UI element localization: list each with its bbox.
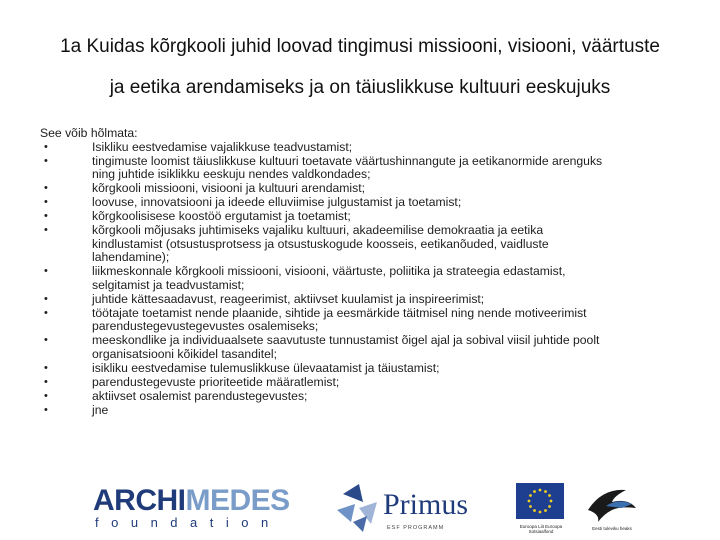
eu-star-icon: [533, 490, 536, 493]
primus-wordmark: Primus: [383, 488, 469, 521]
bullet-icon: •: [44, 334, 48, 347]
list-item-text: kõrgkooli mõjusaks juhtimiseks vajaliku kultuuri, akadeemilise demokraatia ja eetika: [92, 223, 544, 238]
list-item: [40, 210, 690, 224]
eu-star-icon: [548, 505, 551, 508]
eu-flag-icon: [515, 482, 565, 522]
eu-star-icon: [533, 509, 536, 512]
list-item: [40, 224, 690, 265]
list-item: [40, 196, 690, 210]
list-item: [40, 182, 690, 196]
bullet-icon: •: [44, 403, 48, 416]
list-item: [40, 334, 690, 361]
list-item-text: juhtide kättesaadavust, reageerimist, aktiivset kuulamist ja inspireerimist;: [92, 291, 485, 306]
eu-star-icon: [550, 500, 553, 503]
bullet-icon: •: [44, 154, 48, 167]
page-title-line-2: ja eetika arendamiseks ja on täiuslikkuse kultuuri eeskujuks: [109, 77, 611, 98]
list-item-text: organisatsiooni kõikidel tasanditel;: [92, 347, 277, 362]
list-item-text: liikmeskonnale kõrgkooli missiooni, visiooni, väärtuste, poliitika ja strateegia edastamist,: [92, 264, 566, 279]
bullet-icon: •: [44, 210, 48, 223]
bullet-icon: •: [44, 224, 48, 237]
list-item: [40, 390, 690, 404]
list-item-text: töötajate toetamist nende plaanide, sihtide ja eesmärkide täitmisel ning nende motiveerimist: [92, 305, 587, 320]
archimedes-foundation-logo: [93, 484, 293, 529]
list-item-text: loovuse, innovatsiooni ja ideede elluviimise julgustamist ja toetamist;: [92, 195, 462, 210]
eu-star-icon: [544, 490, 547, 493]
eu-star-icon: [539, 489, 542, 492]
eu-star-icon: [539, 511, 542, 514]
list-item-text: selgitamist ja teadvustamist;: [92, 277, 245, 292]
bullet-icon: •: [44, 196, 48, 209]
estonia-caption: Eesti tuleviku heaks: [592, 526, 632, 531]
list-item-text: aktiivset osalemist parendustegevustes;: [92, 388, 308, 403]
bullet-icon: •: [44, 389, 48, 402]
list-item-text: kõrgkooli missiooni, visiooni ja kultuuri arendamist;: [92, 181, 365, 196]
list-item-text: kõrgkoolisisese koostöö ergutamist ja toetamist;: [92, 209, 351, 224]
list-item-text: meeskondlike ja individuaalsete saavutuste tunnustamist õigel ajal ja sobival viisil juhtide poolt: [92, 333, 600, 348]
list-item: [40, 362, 690, 376]
list-item-text: Isikliku eestvedamise vajalikkuse teadvustamist;: [92, 139, 353, 154]
list-item-text: lahendamine);: [92, 250, 170, 265]
eu-star-icon: [548, 494, 551, 497]
bullet-icon: •: [44, 265, 48, 278]
archimedes-part-2: MEDES: [185, 484, 290, 517]
archimedes-wordmark: [93, 484, 290, 518]
archimedes-foundation-text: foundation: [95, 515, 281, 530]
eu-star-icon: [528, 500, 531, 503]
eu-flag-logo: [515, 482, 565, 540]
bullet-list: [40, 141, 690, 418]
list-item: [40, 293, 690, 307]
list-item-text: kindlustamist (otsustusprotsess ja otsustuskogude koosseis, eetikanõuded, vaidluste: [92, 236, 549, 251]
list-item-text: parendustegevuste prioriteetide määratlemist;: [92, 374, 340, 389]
list-item: [40, 141, 690, 155]
eu-caption: Euroopa Liit Euroopa Sotsiaalfond: [519, 524, 563, 534]
list-item: [40, 265, 690, 292]
content-body: [40, 127, 690, 418]
bullet-icon: •: [44, 292, 48, 305]
bullet-icon: •: [44, 362, 48, 374]
list-item-text: ning juhtide isiklikku eeskuju nendes valdkondades;: [92, 167, 371, 182]
list-item-text: tingimuste loomist täiuslikkuse kultuuri toetavate väärtushinnangute ja eetikanormide arenguks: [92, 153, 603, 168]
primus-emblem-icon: [333, 480, 383, 535]
archimedes-part-1: ARCHI: [93, 484, 186, 517]
estonia-logo: [582, 480, 642, 538]
bullet-icon: •: [44, 140, 48, 153]
bullet-icon: •: [44, 182, 48, 195]
primus-logo: [333, 480, 478, 535]
bullet-icon: •: [44, 306, 48, 319]
list-item-text: parendustegevustegevustes osalemiseks;: [92, 319, 319, 334]
page-title-line-1: 1a Kuidas kõrgkooli juhid loovad tingimusi missiooni, visiooni, väärtuste: [60, 36, 660, 57]
list-item: [40, 404, 690, 418]
estonia-swallow-icon: [582, 480, 642, 525]
list-item-text: jne: [92, 402, 109, 417]
eu-star-icon: [529, 505, 532, 508]
footer-logos: [0, 470, 720, 540]
eu-star-icon: [529, 494, 532, 497]
list-item: [40, 155, 690, 182]
list-item: [40, 376, 690, 390]
primus-subtitle: ESF PROGRAMM: [387, 525, 445, 531]
eu-star-icon: [544, 509, 547, 512]
intro-text: See võib hõlmata:: [40, 126, 138, 140]
bullet-icon: •: [44, 375, 48, 388]
list-item: [40, 307, 690, 334]
list-item-text: isikliku eestvedamise tulemuslikkuse ülevaatamist ja täiustamist;: [92, 361, 440, 375]
